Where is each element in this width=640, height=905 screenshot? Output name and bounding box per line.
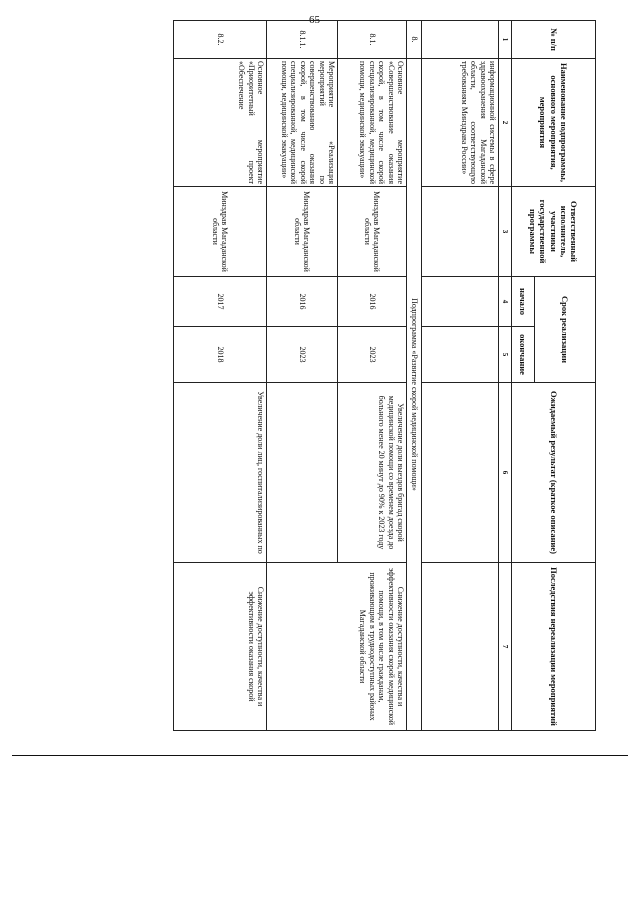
- section-num: 8.: [407, 21, 422, 59]
- col-number: 1: [499, 21, 512, 59]
- header-executor: Ответственный исполнитель, участники государственной программы: [512, 187, 596, 277]
- table-row: [422, 21, 499, 731]
- col-number: 5: [499, 327, 512, 383]
- cell-start: [422, 277, 499, 327]
- cell-start: 2016: [267, 277, 338, 327]
- header-num: № п/п: [512, 21, 596, 59]
- cell-executor: Минздрав Магаданской области: [174, 187, 267, 277]
- col-number: 3: [499, 187, 512, 277]
- cell-name: Основное мероприятие «Совершенствование оказания скорой, в том числе скорой специализированной, медицинской помощи, медицинской эвакуации»: [338, 59, 407, 187]
- cell-executor: Минздрав Магаданской области: [338, 187, 407, 277]
- col-number: 2: [499, 59, 512, 187]
- cell-result: [267, 383, 338, 563]
- cell-num: 8.2.: [174, 21, 267, 59]
- cell-end: [422, 327, 499, 383]
- cell-num: 8.1.1.: [267, 21, 338, 59]
- cell-num: 8.1.: [338, 21, 407, 59]
- cell-end: 2018: [174, 327, 267, 383]
- cell-result: Увеличение доли лиц, госпитализированных по: [174, 383, 267, 563]
- cell-name: Основное мероприятие «Приоритетный проект «Обеспечение: [174, 59, 267, 187]
- cell-start: 2017: [174, 277, 267, 327]
- header-consequence: Последствия нереализации мероприятий: [512, 563, 596, 731]
- cell-result: Увеличение доли выездов бригад скорой медицинской помощи со временем доезда до больного менее 20 минут до 90% к 2023 году: [338, 383, 407, 563]
- cell-num: [422, 21, 499, 59]
- cell-name: информационной системы в сфере здравоохранения Магаданской области, соответствующую требованиям Минздрава России»: [422, 59, 499, 187]
- cell-consequence: Снижение доступности, качества и эффективности оказания скорой: [174, 563, 267, 731]
- rotated-table-wrapper: [12, 20, 596, 730]
- table-row: [338, 21, 407, 731]
- footer-rule: [12, 755, 628, 756]
- header-name: Наименование подпрограммы, основного мероприятия, мероприятия: [512, 59, 596, 187]
- section-row: [407, 21, 422, 731]
- table-row: [174, 21, 267, 731]
- program-table: [173, 20, 596, 731]
- section-title: Подпрограмма «Развитие скорой медицинской помощи»: [407, 59, 422, 731]
- col-number: 6: [499, 383, 512, 563]
- cell-name: Мероприятие «Реализация мероприятий по совершенствованию оказания скорой, в том числе скорой специализированной, медицинской помощи, медицинской эвакуации»: [267, 59, 338, 187]
- column-numbers-row: [499, 21, 512, 731]
- col-number: 7: [499, 563, 512, 731]
- header-result: Ожидаемый результат (краткое описание): [512, 383, 596, 563]
- cell-end: 2023: [267, 327, 338, 383]
- cell-start: 2016: [338, 277, 407, 327]
- col-number: 4: [499, 277, 512, 327]
- header-period: Срок реализации: [535, 277, 596, 383]
- cell-result: [422, 383, 499, 563]
- cell-executor: [422, 187, 499, 277]
- cell-consequence: [422, 563, 499, 731]
- page-number: 65: [309, 14, 320, 26]
- header-end: окончание: [512, 327, 535, 383]
- cell-executor: Минздрав Магаданской области: [267, 187, 338, 277]
- cell-consequence: Снижение доступности, качества и эффективности оказания скорой медицинской помощи, в том числе гражданам, проживающим в труднодоступных районах Магаданской области: [267, 563, 407, 731]
- header-start: начало: [512, 277, 535, 327]
- cell-end: 2023: [338, 327, 407, 383]
- header-row: [535, 21, 596, 731]
